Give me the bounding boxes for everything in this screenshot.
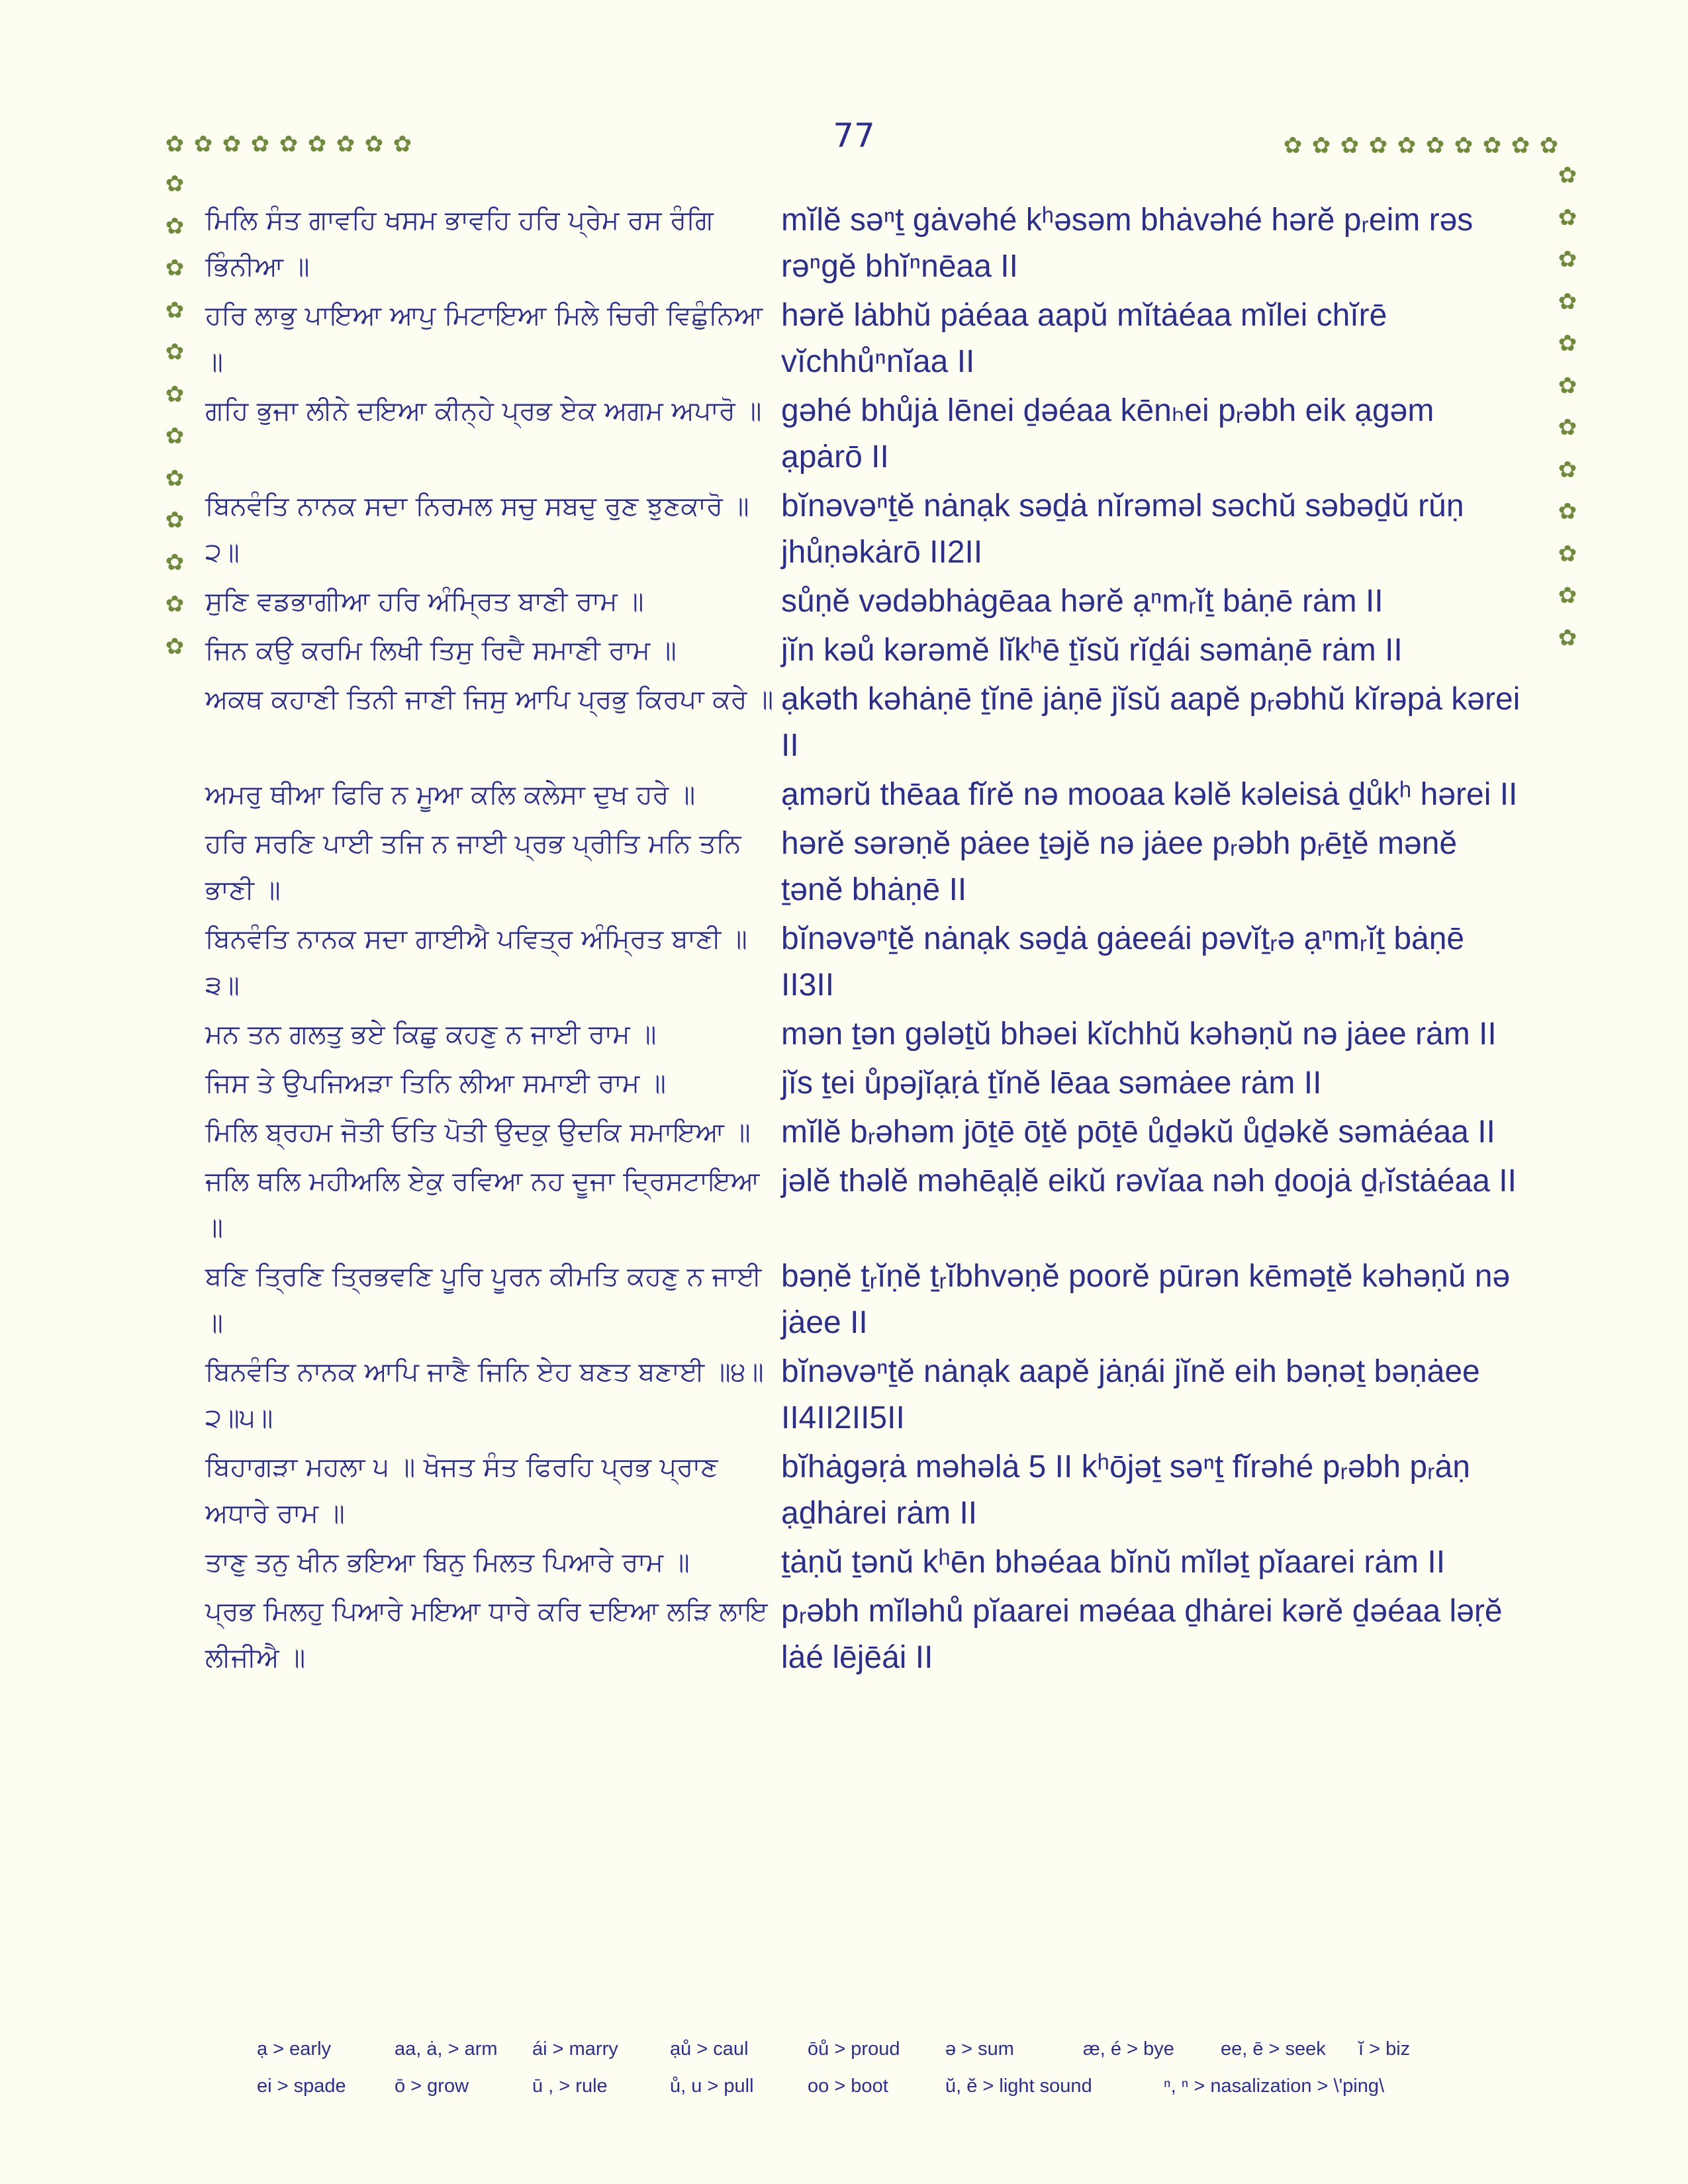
flower-ornament-icon: ✿	[393, 131, 412, 158]
flower-ornament-icon: ✿	[1558, 204, 1577, 231]
flower-ornament-icon: ✿	[1454, 132, 1474, 159]
gurmukhi-line: ਮਿਲਿ ਸੰਤ ਗਾਵਹਿ ਖਸਮ ਭਾਵਹਿ ਹਰਿ ਪ੍ਰੇਮ ਰਸ ਰੰਗਿ ਭਿੰਨੀਆ ॥	[205, 205, 714, 282]
transliteration-line: ṯȧṇŭ ṯənŭ kʰēn bhəéaa bĭnŭ mĭləṯ pĭaarei rȧm II	[781, 1545, 1446, 1580]
legend-item: ū , > rule	[532, 2075, 608, 2097]
legend-item: ə > sum	[945, 2038, 1014, 2060]
right-ornament-column	[1554, 162, 1581, 666]
gurmukhi-line: ਜਿਨ ਕਉ ਕਰਮਿ ਲਿਖੀ ਤਿਸੁ ਰਿਦੈ ਸਮਾਣੀ ਰਾਮ ॥	[205, 635, 677, 666]
gurmukhi-line: ਹਰਿ ਲਾਭੁ ਪਾਇਆ ਆਪੁ ਮਿਟਾਇਆ ਮਿਲੇ ਚਿਰੀ ਵਿਛੁੰਨਿਆ ॥	[205, 300, 763, 377]
flower-ornament-icon: ✿	[1558, 456, 1577, 483]
verse-row	[205, 1444, 1523, 1537]
gurmukhi-line: ਪ੍ਰਭ ਮਿਲਹੁ ਪਿਆਰੇ ਮਇਆ ਧਾਰੇ ਕਰਿ ਦਇਆ ਲੜਿ ਲਾਇ ਲੀਜੀਐ ॥	[205, 1596, 768, 1673]
gurmukhi-line: ਗਹਿ ਭੁਜਾ ਲੀਨੇ ਦਇਆ ਕੀਨ੍ਹੇ ਪ੍ਰਭ ਏਕ ਅਗਮ ਅਪਾਰੋ ॥	[205, 396, 762, 426]
flower-ornament-icon: ✿	[165, 171, 185, 197]
left-ornament-column	[162, 171, 188, 675]
transliteration-line: bəṇĕ ṯᵣĭṇĕ ṯᵣĭbhvəṇĕ poorĕ pūrən kēməṯĕ kəhəṇŭ nə jȧee II	[781, 1259, 1511, 1340]
transliteration-line: jəlĕ thəlĕ məhēạḷĕ eikŭ rəvĭaa nəh ḏoojȧ ḏᵣĭstȧéaa II	[781, 1163, 1517, 1199]
flower-ornament-icon: ✿	[1558, 498, 1577, 525]
transliteration-line: bĭnəvəⁿṯĕ nȧnạk səḏȧ gȧeeái pəvĭṯᵣə ạⁿmᵣĭṯ bȧṇē II3II	[781, 921, 1465, 1003]
legend-item: ⁿ, ⁿ > nasalization > \'ping\	[1164, 2075, 1385, 2097]
flower-ornament-icon: ✿	[1558, 246, 1577, 273]
flower-ornament-icon: ✿	[1397, 132, 1417, 159]
flower-ornament-icon: ✿	[1368, 132, 1388, 159]
verse-row	[205, 1349, 1523, 1441]
transliteration-line: jĭn kəů kərəmĕ lĭkʰē ṯĭsŭ rĭḏái səmȧṇē rȧm II	[781, 633, 1403, 668]
gurmukhi-line: ਮਨ ਤਨ ਗਲਤੁ ਭਏ ਕਿਛੁ ਕਹਣੁ ਨ ਜਾਈ ਰਾਮ ॥	[205, 1019, 657, 1050]
transliteration-line: bĭnəvəⁿṯĕ nȧnạk aapĕ jȧṇái jĭnĕ eih bəṇəṯ bəṇȧee II4II2II5II	[781, 1354, 1480, 1435]
legend-item: ŭ, ĕ > light sound	[945, 2075, 1092, 2097]
flower-ornament-icon: ✿	[165, 296, 185, 324]
legend-item: oo > boot	[808, 2075, 888, 2097]
verse-row	[205, 1539, 1523, 1586]
verse-row	[205, 1011, 1523, 1058]
flower-ornament-icon: ✿	[165, 339, 185, 365]
transliteration-line: bĭnəvəⁿṯĕ nȧnạk səḏȧ nĭrəməl səchŭ səbəḏŭ rŭṇ jhůṇəkȧrō II2II	[781, 488, 1464, 570]
flower-ornament-icon: ✿	[165, 633, 185, 660]
verse-list	[205, 197, 1523, 1684]
gurmukhi-line: ਬਿਹਾਗੜਾ ਮਹਲਾ ੫ ॥ ਖੋਜਤ ਸੰਤ ਫਿਰਹਿ ਪ੍ਰਭ ਪ੍ਰਾਣ ਅਧਾਰੇ ਰਾਮ ॥	[205, 1452, 718, 1529]
flower-ornament-icon: ✿	[1558, 582, 1577, 609]
pronunciation-legend	[257, 2030, 1515, 2105]
verse-row	[205, 916, 1523, 1009]
legend-item: æ, é > bye	[1083, 2038, 1174, 2060]
legend-item: ái > marry	[532, 2038, 618, 2060]
flower-ornament-icon: ✿	[1558, 624, 1577, 651]
verse-row	[205, 578, 1523, 625]
verse-row	[205, 1253, 1523, 1346]
flower-ornament-icon: ✿	[165, 507, 185, 533]
flower-ornament-icon: ✿	[1511, 132, 1530, 159]
flower-ornament-icon: ✿	[364, 131, 384, 158]
verse-row	[205, 627, 1523, 674]
transliteration-line: bĭhȧgəṛȧ məhəlȧ 5 II kʰōjəṯ səⁿṯ fĭrəhé pᵣəbh pᵣȧṇ ạḏhȧrei rȧm II	[781, 1449, 1470, 1531]
flower-ornament-icon: ✿	[1558, 540, 1577, 567]
verse-row	[205, 197, 1523, 290]
flower-ornament-icon: ✿	[165, 423, 185, 449]
legend-item: ei > spade	[257, 2075, 346, 2097]
verse-row	[205, 676, 1523, 769]
gurmukhi-line: ਮਿਲਿ ਬ੍ਰਹਮ ਜੋਤੀ ਓਤਿ ਪੋਤੀ ਉਦਕੁ ਉਦਕਿ ਸਮਾਇਆ ॥	[205, 1117, 751, 1148]
flower-ornament-icon: ✿	[165, 212, 185, 240]
gurmukhi-line: ਤਾਣੁ ਤਨੁ ਖੀਨ ਭਇਆ ਬਿਨੁ ਮਿਲਤ ਪਿਆਰੇ ਰਾਮ ॥	[205, 1547, 690, 1578]
transliteration-line: pᵣəbh mĭləhů pĭaarei məéaa ḏhȧrei kərĕ ḏəéaa ləṛĕ lȧé lējēái II	[781, 1594, 1503, 1675]
legend-item: aa, ȧ, > arm	[395, 2038, 498, 2060]
flower-ornament-icon: ✿	[165, 255, 185, 281]
legend-item: ů, u > pull	[670, 2075, 754, 2097]
verse-row	[205, 483, 1523, 576]
legend-item: ạů > caul	[670, 2038, 749, 2060]
flower-ornament-icon: ✿	[279, 131, 299, 158]
legend-item: ōů > proud	[808, 2038, 900, 2060]
transliteration-line: jĭs ṯei ůpəjĭạṛȧ ṯĭnĕ lēaa səmȧee rȧm II	[781, 1066, 1322, 1101]
legend-row	[257, 2030, 1515, 2068]
transliteration-line: hərĕ lȧbhŭ pȧéaa aapŭ mĭtȧéaa mĭlei chĭrē vĭchhůⁿnĭaa II	[781, 298, 1387, 379]
flower-ornament-icon: ✿	[1482, 132, 1502, 159]
flower-ornament-icon: ✿	[307, 131, 327, 158]
verse-row	[205, 1588, 1523, 1681]
gurmukhi-line: ਹਰਿ ਸਰਣਿ ਪਾਈ ਤਜਿ ਨ ਜਾਈ ਪ੍ਰਭ ਪ੍ਰੀਤਿ ਮਨਿ ਤਨਿ ਭਾਣੀ ॥	[205, 829, 741, 905]
verse-row	[205, 772, 1523, 818]
flower-ornament-icon: ✿	[165, 591, 185, 617]
transliteration-line: mən ṯən gələṯŭ bhəei kĭchhŭ kəhəṇŭ nə jȧee rȧm II	[781, 1017, 1497, 1052]
transliteration-line: ạmərŭ thēaa fĭrĕ nə mooaa kəlĕ kəleisȧ ḏůkʰ hərei II	[781, 777, 1518, 812]
page-number: 77	[833, 116, 875, 155]
gurmukhi-line: ਬਣਿ ਤ੍ਰਿਣਿ ਤ੍ਰਿਭਵਣਿ ਪੂਰਿ ਪੂਰਨ ਕੀਮਤਿ ਕਹਣੁ ਨ ਜਾਈ ॥	[205, 1261, 762, 1338]
flower-ornament-icon: ✿	[165, 549, 185, 576]
gurmukhi-line: ਅਮਰੁ ਥੀਆ ਫਿਰਿ ਨ ਮੂਆ ਕਲਿ ਕਲੇਸਾ ਦੁਖ ਹਰੇ ॥	[205, 780, 696, 810]
flower-ornament-icon: ✿	[1340, 132, 1360, 159]
flower-ornament-icon: ✿	[1558, 288, 1577, 315]
verse-row	[205, 1158, 1523, 1251]
legend-item: ạ > early	[257, 2038, 332, 2060]
gurmukhi-line: ਸੁਣਿ ਵਡਭਾਗੀਆ ਹਰਿ ਅੰਮ੍ਰਿਤ ਬਾਣੀ ਰਾਮ ॥	[205, 586, 644, 617]
flower-ornament-icon: ✿	[165, 381, 185, 408]
flower-ornament-icon: ✿	[165, 131, 185, 158]
flower-ornament-icon: ✿	[1558, 372, 1577, 399]
gurmukhi-line: ਬਿਨਵੰਤਿ ਨਾਨਕ ਸਦਾ ਗਾਈਐ ਪਵਿਤ੍ਰ ਅੰਮ੍ਰਿਤ ਬਾਣੀ ॥੩॥	[205, 924, 747, 1001]
transliteration-line: hərĕ sərəṇĕ pȧee ṯəjĕ nə jȧee pᵣəbh pᵣēṯĕ mənĕ ṯənĕ bhȧṇē II	[781, 826, 1458, 907]
gurmukhi-line: ਬਿਨਵੰਤਿ ਨਾਨਕ ਸਦਾ ਨਿਰਮਲ ਸਚੁ ਸਬਦੁ ਰੁਣ ਝੁਣਕਾਰੋ ॥੨॥	[205, 491, 749, 568]
flower-ornament-icon: ✿	[1311, 132, 1331, 159]
transliteration-line: ạkəth kəhȧṇē ṯĭnē jȧṇē jĭsŭ aapĕ pᵣəbhŭ kĭrəpȧ kərei II	[781, 682, 1521, 763]
transliteration-line: mĭlĕ səⁿṯ gȧvəhé kʰəsəm bhȧvəhé hərĕ pᵣeim rəs rəⁿgĕ bhĭⁿnēaa II	[781, 203, 1474, 284]
top-left-ornament-row	[162, 131, 418, 158]
transliteration-line: sůṇĕ vədəbhȧgēaa hərĕ ạⁿmᵣĭṯ bȧṇē rȧm II	[781, 584, 1383, 619]
flower-ornament-icon: ✿	[1283, 132, 1303, 159]
flower-ornament-icon: ✿	[1425, 132, 1445, 159]
gurmukhi-line: ਜਿਸ ਤੇ ਉਪਜਿਅੜਾ ਤਿਨਿ ਲੀਆ ਸਮਾਈ ਰਾਮ ॥	[205, 1068, 666, 1099]
flower-ornament-icon: ✿	[1558, 414, 1577, 441]
gurmukhi-line: ਬਿਨਵੰਤਿ ਨਾਨਕ ਆਪਿ ਜਾਣੈ ਜਿਨਿ ਏਹ ਬਣਤ ਬਣਾਈ ॥੪॥੨॥੫॥	[205, 1357, 764, 1433]
verse-row	[205, 293, 1523, 385]
gurmukhi-line: ਜਲਿ ਥਲਿ ਮਹੀਅਲਿ ਏਕੁ ਰਵਿਆ ਨਹ ਦੂਜਾ ਦ੍ਰਿਸਟਾਇਆ ॥	[205, 1166, 760, 1243]
verse-row	[205, 1109, 1523, 1156]
flower-ornament-icon: ✿	[1539, 132, 1559, 159]
flower-ornament-icon: ✿	[336, 131, 355, 158]
legend-row	[257, 2068, 1515, 2105]
transliteration-line: gəhé bhůjȧ lēnei ḏəéaa kēnₕei pᵣəbh eik ạgəm ạpȧrō II	[781, 393, 1434, 475]
transliteration-line: mĭlĕ bᵣəhəm jōṯē ōṯĕ pōṯē ůḏəkŭ ůḏəkĕ səmȧéaa II	[781, 1115, 1495, 1150]
top-right-ornament-row	[1280, 132, 1564, 159]
legend-item: ō > grow	[395, 2075, 469, 2097]
flower-ornament-icon: ✿	[250, 131, 270, 158]
flower-ornament-icon: ✿	[222, 131, 242, 158]
verse-row	[205, 388, 1523, 480]
gurmukhi-line: ਅਕਥ ਕਹਾਣੀ ਤਿਨੀ ਜਾਣੀ ਜਿਸੁ ਆਪਿ ਪ੍ਰਭੁ ਕਿਰਪਾ ਕਰੇ ॥	[205, 684, 774, 715]
verse-row	[205, 821, 1523, 913]
flower-ornament-icon: ✿	[1558, 162, 1577, 189]
verse-row	[205, 1060, 1523, 1107]
flower-ornament-icon: ✿	[193, 131, 213, 158]
legend-item: ee, ē > seek	[1221, 2038, 1326, 2060]
legend-item: ĭ > biz	[1358, 2038, 1411, 2060]
flower-ornament-icon: ✿	[1558, 330, 1577, 357]
flower-ornament-icon: ✿	[165, 465, 185, 492]
